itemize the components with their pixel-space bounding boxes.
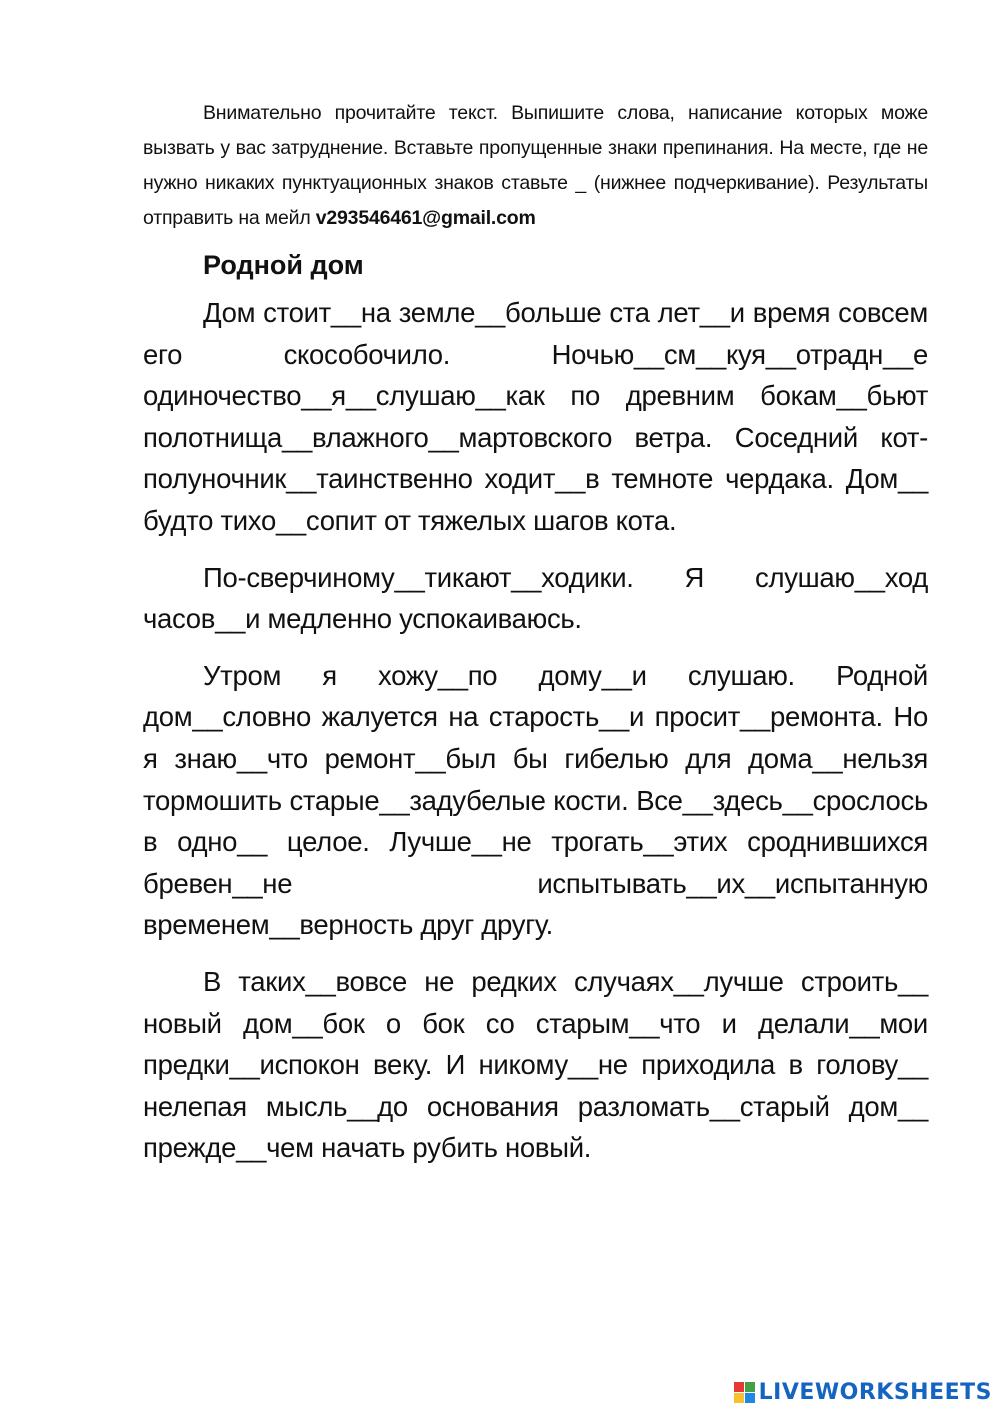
- instructions: [143, 96, 928, 236]
- liveworksheets-logo-icon: [734, 1382, 755, 1403]
- worksheet-page: [143, 96, 928, 1184]
- logo-square: [734, 1393, 744, 1403]
- paragraph-4: В таких__вовсе не редких случаях__лучше строить__ новый дом__бок о бок со старым__что и делали__мои предки__испокон веку. И никому__не приходила в голову__ нелепая мысль__до основания разломать__старый дом__ прежде__чем начать рубить новый.: [143, 965, 928, 1164]
- email-address: v293546461@gmail.com: [315, 207, 536, 229]
- logo-square: [745, 1393, 755, 1403]
- paragraph-1: Дом стоит__на земле__больше ста лет__и время совсем его скособочило. Ночью__см__куя__отрадн__е одиночество__я__слушаю__как по древним бокам__бьют полотнища__влажного__мартовского ветра. Соседний кот-полуночник__таинственно ходит__в темноте чердака. Дом__ будто тихо__сопит от тяжелых шагов кота.: [143, 297, 928, 536]
- text-title: Родной дом: [203, 250, 364, 280]
- instructions-text: Внимательно прочитайте текст. Выпишите слова, написание которых може вызвать у вас затруднение. Вставьте пропущенные знаки препинания. На месте, где не нужно никаких пунктуационных знаков ставьте _ (нижнее подчеркивание). Результаты отправить на мейл: [143, 102, 928, 229]
- logo-square: [734, 1382, 744, 1392]
- liveworksheets-logo: [734, 1380, 992, 1405]
- logo-text: LIVEWORKSHEETS: [758, 1380, 992, 1405]
- paragraph-3: Утром я хожу__по дому__и слушаю. Родной дом__словно жалуется на старость__и просит__ремонта. Но я знаю__что ремонт__был бы гибелью для дома__нельзя тормошить старые__задубелые кости. Все__здесь__срослось в одно__ целое. Лучше__не трогать__этих сроднившихся бревен__не испытывать__их__испытанную временем__верность друг другу.: [143, 659, 928, 941]
- logo-square: [745, 1382, 755, 1392]
- paragraph-2: По-сверчиному__тикают__ходики. Я слушаю__ход часов__и медленно успокаиваюсь.: [143, 561, 928, 635]
